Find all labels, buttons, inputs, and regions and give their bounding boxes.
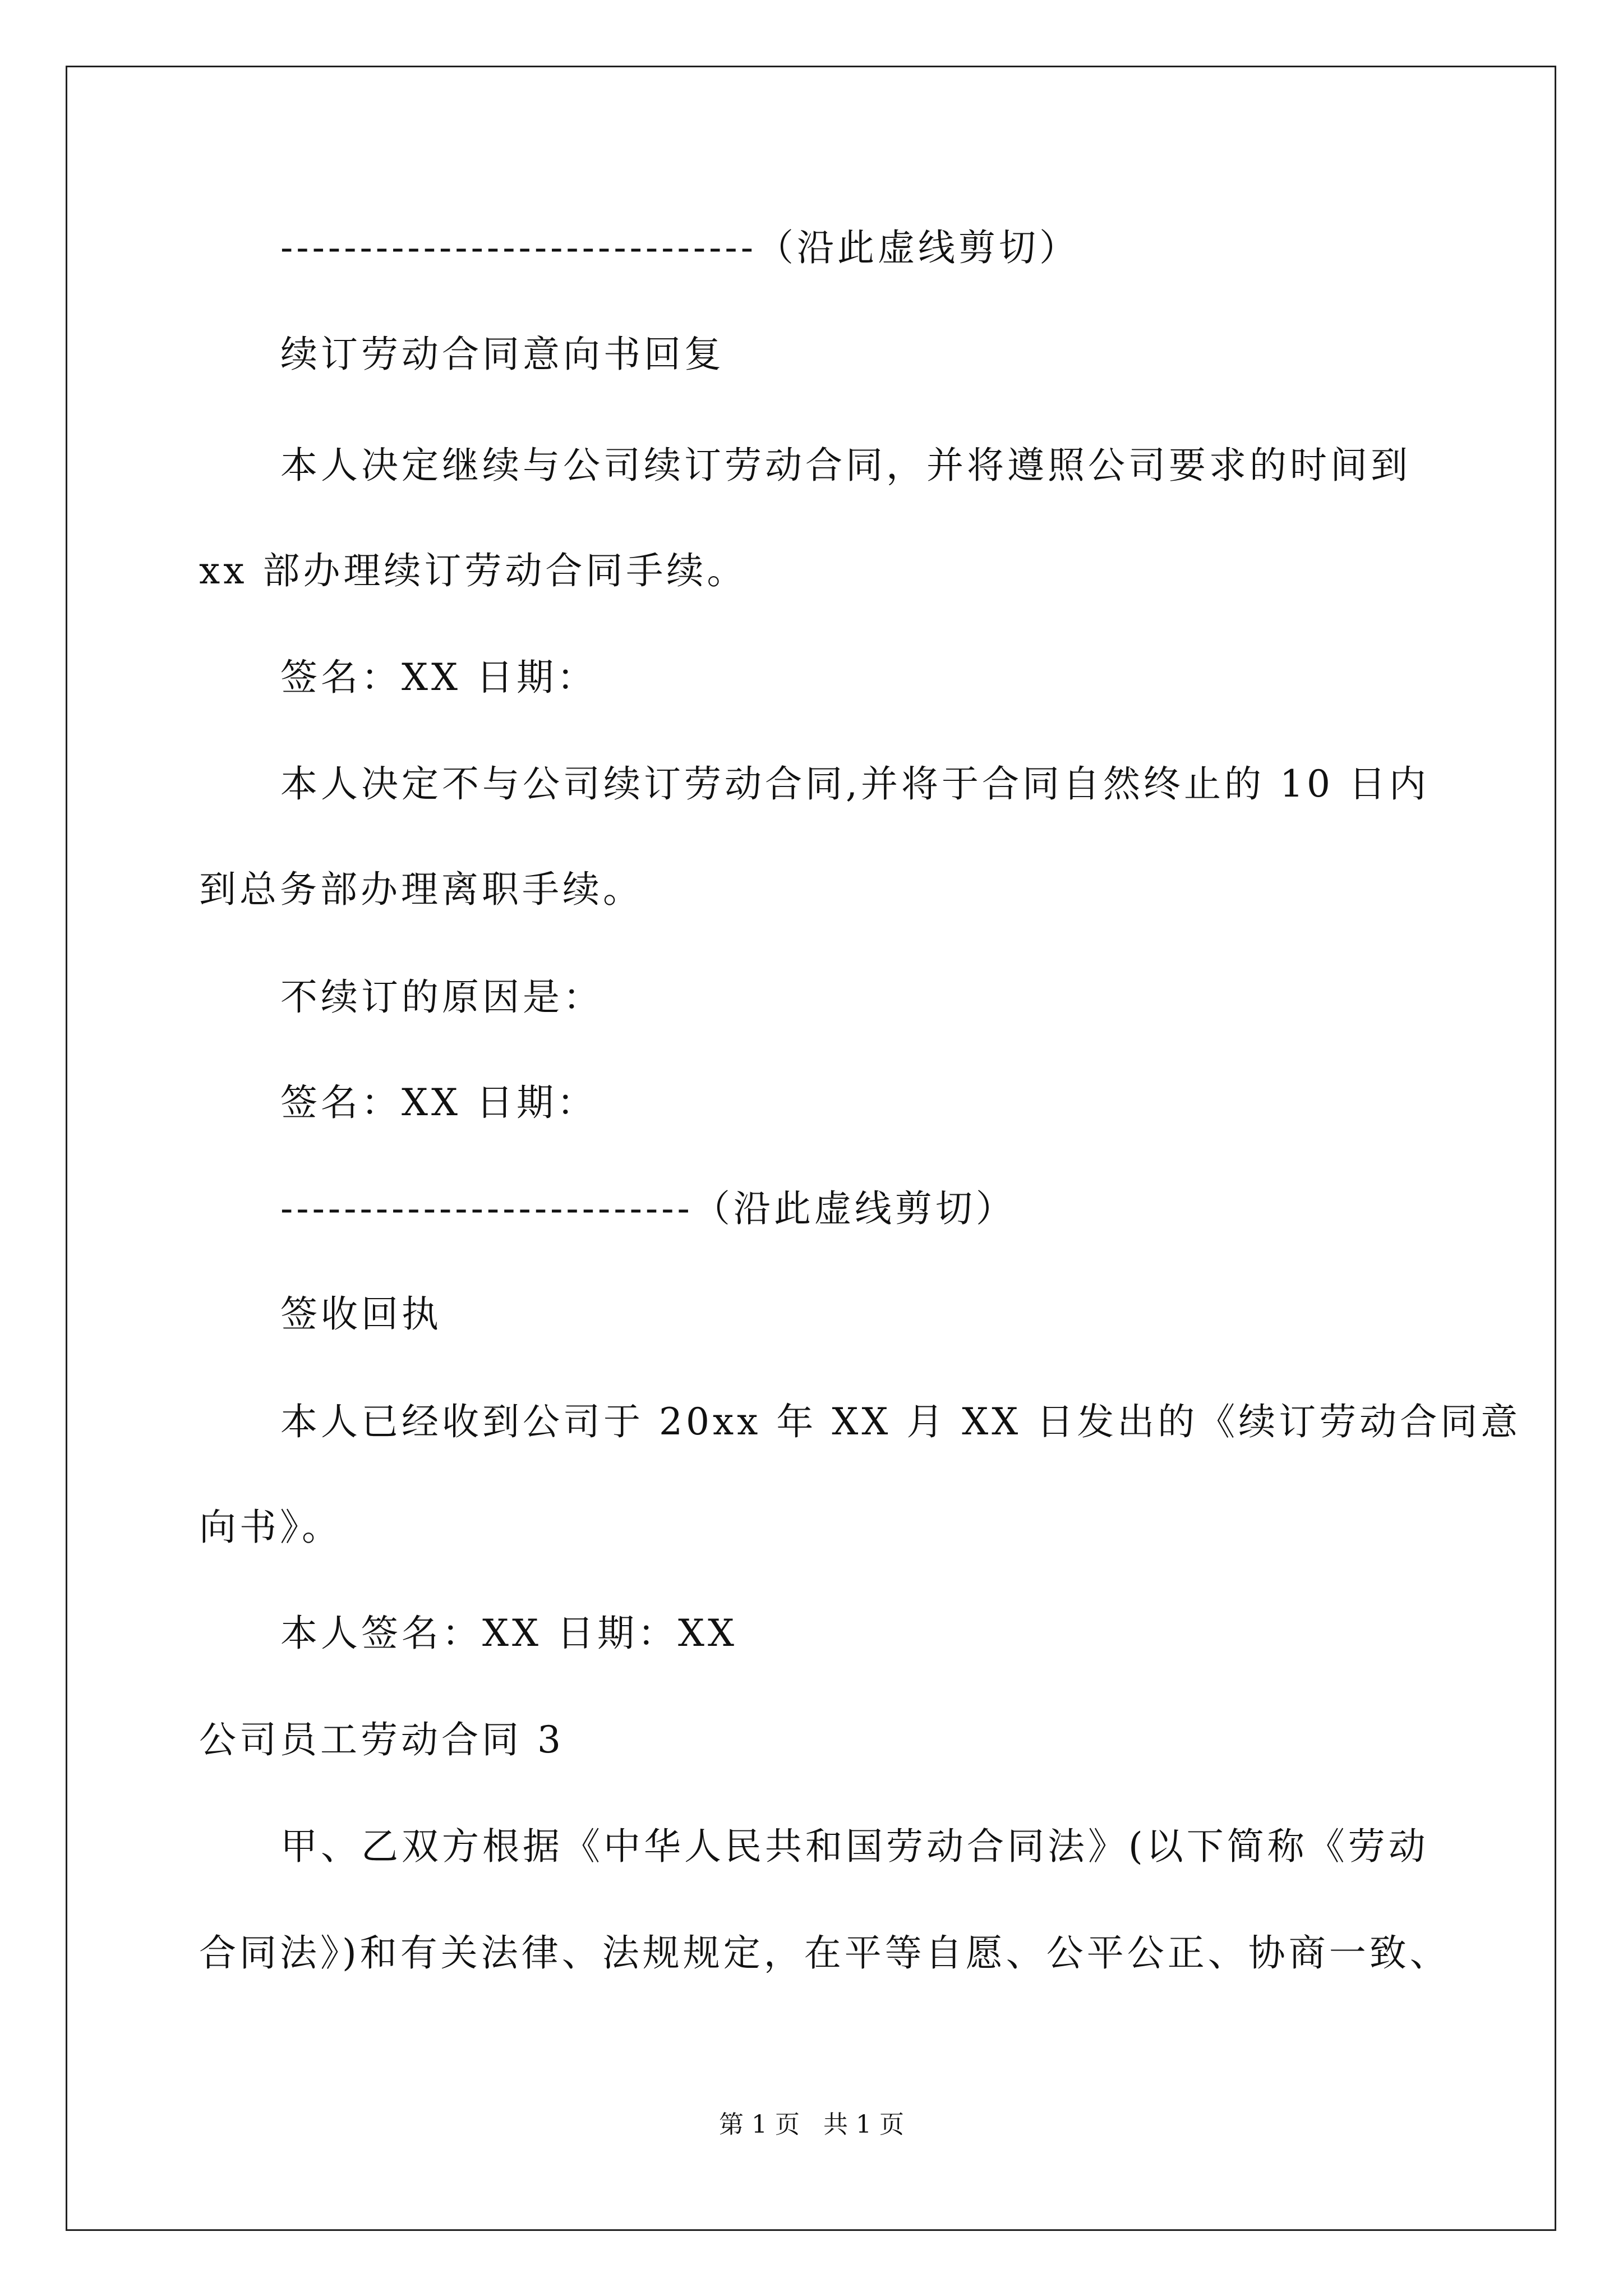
paragraph-renew-line-2: xx 部办理续订劳动合同手续。 — [199, 549, 748, 592]
signature-date-line-3: 本人签名：XX 日期：XX — [280, 1612, 737, 1655]
paragraph-not-renew-line-2: 到总务部办理离职手续。 — [199, 868, 643, 911]
paragraph-contract-line-1: 甲、乙双方根据《中华人民共和国劳动合同法》(以下简称《劳动 — [280, 1825, 1429, 1868]
signature-date-line-2: 签名：XX 日期： — [280, 1081, 597, 1124]
section-title-reply: 续订劳动合同意向书回复 — [280, 333, 725, 376]
cut-line-1: ------------------------------（沿此虚线剪切） — [280, 226, 1080, 269]
page-footer: 第 1 页 共 1 页 — [719, 2110, 904, 2139]
section-title-receipt: 签收回执 — [280, 1292, 442, 1336]
signature-date-line-1: 签名：XX 日期： — [280, 656, 597, 699]
paragraph-receipt-line-2: 向书》。 — [199, 1506, 342, 1549]
paragraph-contract-line-2: 合同法》)和有关法律、法规规定，在平等自愿、公平公正、协商一致、 — [199, 1931, 1450, 1975]
cut-line-2: --------------------------（沿此虚线剪切） — [280, 1187, 1016, 1230]
page-border — [66, 66, 1556, 2231]
paragraph-receipt-line-1: 本人已经收到公司于 20xx 年 XX 月 XX 日发出的《续订劳动合同意 — [280, 1400, 1521, 1443]
paragraph-not-renew-line-1: 本人决定不与公司续订劳动合同,并将于合同自然终止的 10 日内 — [280, 762, 1430, 806]
reason-line: 不续订的原因是： — [280, 976, 603, 1019]
paragraph-renew-line-1: 本人决定继续与公司续订劳动合同，并将遵照公司要求的时间到 — [280, 444, 1411, 487]
heading-contract-3: 公司员工劳动合同 3 — [199, 1718, 564, 1761]
